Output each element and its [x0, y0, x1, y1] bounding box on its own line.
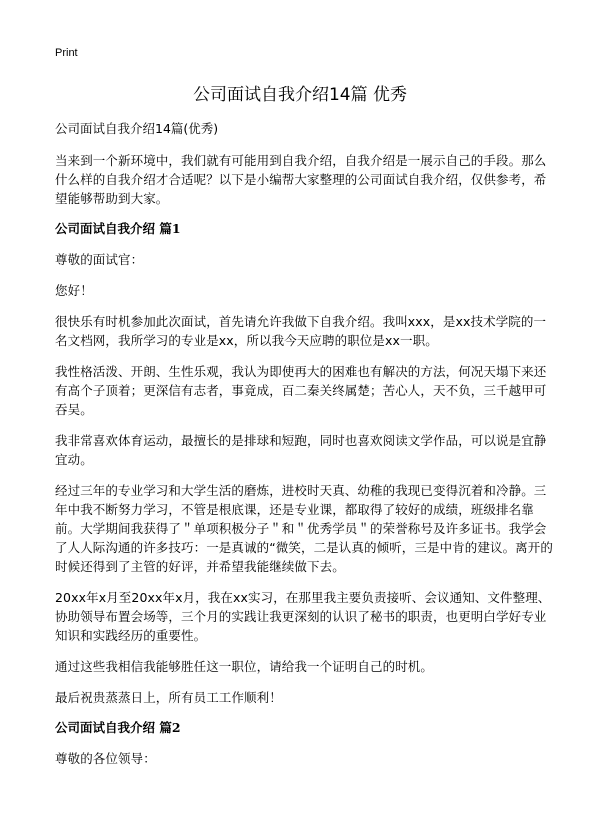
body-paragraph: 20xx年x月至20xx年x月，我在xx实习，在那里我主要负责接听、会议通知、文件整理、协助领导布置会场等，三个月的实践让我更深刻的认识了秘书的职责，也更明白学好专业知识和实践经历的重要性。	[55, 590, 551, 643]
intro-paragraph: 当来到一个新环境中，我们就有可能用到自我介绍，自我介绍是一展示自己的手段。那么什么样的自我介绍才合适呢？以下是小编帮大家整理的公司面试自我介绍，仅供参考，希望能够帮助到大家。	[55, 153, 547, 206]
closing-paragraph: 最后祝贵蒸蒸日上，所有员工工作顺利！	[55, 690, 282, 705]
salutation: 尊敬的面试官：	[55, 252, 144, 267]
section-heading-1: 公司面试自我介绍 篇1	[55, 221, 181, 236]
body-paragraph: 很快乐有时机参加此次面试，首先请允许我做下自我介绍。我叫xxx，是xx技术学院的一名文档网，我所学习的专业是xx，所以我今天应聘的职位是xx一职。	[55, 314, 547, 348]
greeting: 您好！	[55, 283, 93, 298]
body-paragraph: 我性格活泼、开朗、生性乐观，我认为即使再大的困难也有解决的方法，何况天塌下来还有高个子顶着；更深信有志者，事竟成，百二秦关终属楚；苦心人，天不负，三千越甲可吞吴。	[55, 364, 547, 417]
document-title: 公司面试自我介绍14篇 优秀	[192, 85, 408, 105]
body-paragraph: 通过这些我相信我能够胜任这一职位，请给我一个证明自己的时机。	[55, 659, 434, 674]
print-label: Print	[55, 47, 78, 59]
section-heading-2: 公司面试自我介绍 篇2	[55, 720, 181, 735]
document-subtitle: 公司面试自我介绍14篇(优秀)	[55, 121, 219, 136]
salutation: 尊敬的各位领导：	[55, 751, 156, 766]
body-paragraph: 经过三年的专业学习和大学生活的磨炼，进校时天真、幼稚的我现已变得沉着和冷静。三年中我不断努力学习，不管是根底课，还是专业课，都取得了较好的成绩，班级排名靠前。大学期间我获得了＂单项积极分子＂和＂优秀学员＂的荣誉称号及许多证书。我学会了人人际沟通的许多技巧：一是真诚的“微笑，二是认真的倾听，三是中肯的建议。离开的时候还得到了主管的好评，并希望我能继续做下去。	[55, 483, 553, 574]
document-body	[55, 121, 555, 780]
body-paragraph: 我非常喜欢体育运动，最擅长的是排球和短跑，同时也喜欢阅读文学作品，可以说是宜静宜动。	[55, 433, 547, 467]
